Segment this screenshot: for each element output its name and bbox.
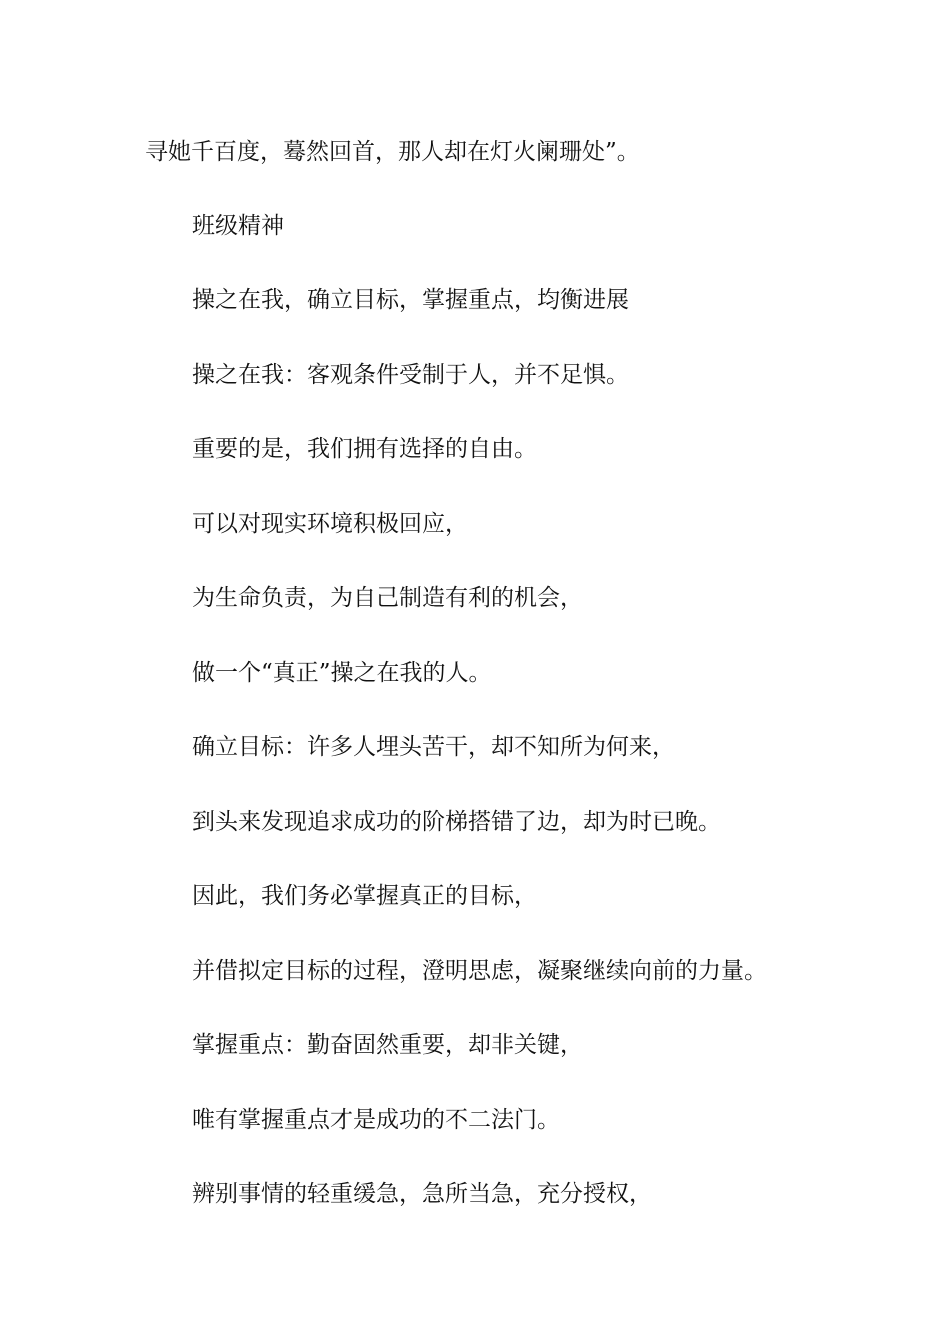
paragraph-continuation: 寻她千百度，蓦然回首，那人却在灯火阑珊处”。 xyxy=(145,139,640,165)
section-heading: 班级精神 xyxy=(192,213,284,239)
text-line: 重要的是，我们拥有选择的自由。 xyxy=(192,436,537,462)
text-line: 操之在我：客观条件受制于人，并不足惧。 xyxy=(192,362,629,388)
text-line: 确立目标：许多人埋头苦干，却不知所为何来， xyxy=(192,734,675,760)
text-line: 唯有掌握重点才是成功的不二法门。 xyxy=(192,1107,560,1133)
text-line: 操之在我，确立目标，掌握重点，均衡进展 xyxy=(192,287,629,313)
text-line: 辨别事情的轻重缓急，急所当急，充分授权， xyxy=(192,1181,652,1207)
text-line: 做一个“真正”操之在我的人。 xyxy=(192,660,492,686)
text-line: 掌握重点：勤奋固然重要，却非关键， xyxy=(192,1032,583,1058)
text-line: 因此，我们务必掌握真正的目标， xyxy=(192,883,537,909)
text-line: 可以对现实环境积极回应， xyxy=(192,511,468,537)
text-line: 并借拟定目标的过程，澄明思虑，凝聚继续向前的力量。 xyxy=(192,958,767,984)
text-line: 到头来发现追求成功的阶梯搭错了边，却为时已晚。 xyxy=(192,809,721,835)
text-line: 为生命负责，为自己制造有利的机会， xyxy=(192,585,583,611)
